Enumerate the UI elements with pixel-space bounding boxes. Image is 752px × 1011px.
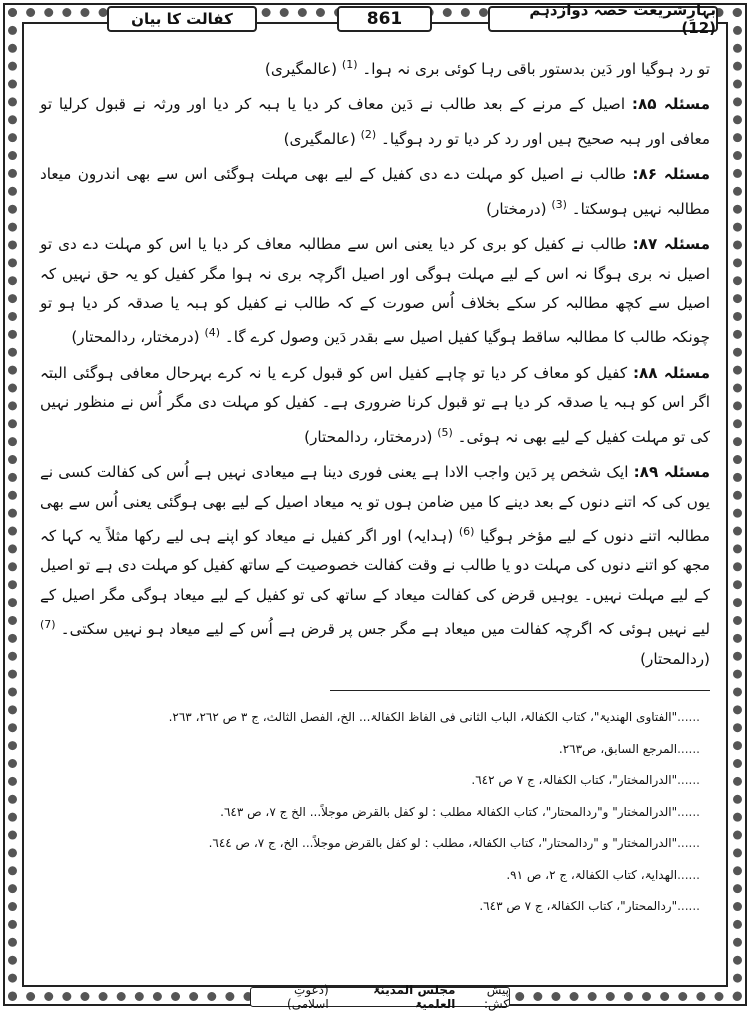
footnote-item: ......"ردالمحتار"، کتاب الکفالۃ، ج ٧ ص ٦٤٣.: [479, 899, 700, 913]
footnote-text: "الدرالمختار"، کتاب الکفالۃ، ج ٧ ص ٦٤٢.: [471, 773, 678, 787]
footnote-text: المرجع السابق، ص٢٦٣.: [558, 741, 678, 756]
masala-label: مسئلہ ۸۸:: [632, 363, 711, 382]
citation: (درمختار، ردالمحتار): [304, 427, 433, 446]
masala-label: مسئلہ ۸۶:: [632, 165, 711, 184]
footnote-item: ......المرجع السابق، ص٢٦٣.: [558, 741, 700, 756]
page-number: 861: [337, 6, 432, 32]
footnote-text: "الدرالمختار" و"ردالمحتار"، کتاب الکفالۃ مطلب : لو کفل بالقرض موجلاً... الخ ج ٧، ص ٦٤٣.: [220, 804, 678, 819]
footnote-text: الھدایۃ، کتاب الکفالۃ، ج ٢، ص ٩١.: [506, 867, 678, 882]
footnote-item: ......"الدرالمختار"، کتاب الکفالۃ، ج ٧ ص ٦٤٢.: [471, 773, 700, 787]
footnote-ref: (7): [40, 618, 56, 632]
footnote-text: "الفتاوی الھندیۃ"، کتاب الکفالۃ، الباب الثانی فی الفاظ الکفالۃ... الخ، الفصل الثالث، ج ٣ ص ٢٦٢، ٢٦٣.: [168, 710, 678, 724]
page-footer: [250, 983, 510, 1011]
page-header: [22, 1, 728, 37]
footnote-ref: (3): [551, 197, 567, 211]
paragraph-text-continued: (ہدایہ) اور اگر کفیل نے میعاد کو اپنے ہی لیے رکھا مثلاً یہ کہا کہ مجھ کو اتنے دنوں کی مہلت دو یا طالب نے وقت کفالت خصوصیت کے ساتھ کفیل کو مہلت دی ہے تو اصیل کے لیے مہلت نہیں۔ یوہیں قرض کی کفالت میعاد کے ساتھ کی تو کفیل کے لیے میعاد ہوگی مگر اصیل کے لیے نہیں ہوئی کہ اگرچہ کفالت میں میعاد ہے مگر جس پر قرض ہے اُس کے لیے میعاد ہو نہیں سکتی۔: [40, 527, 710, 639]
footnote-ref: (5): [437, 425, 453, 439]
footnote-item: ......"الدرالمختار" و "ردالمحتار"، کتاب الکفالۃ، مطلب : لو کفل بالقرض موجلاً... الخ، ج ٧، ص ٦٤٤.: [208, 836, 700, 850]
footnote-ref: (6): [458, 525, 475, 538]
citation: (درمختار، ردالمحتار): [71, 328, 200, 347]
masala-label: مسئلہ ۸۵:: [631, 95, 710, 114]
footnote-item: ......"الفتاوی الھندیۃ"، کتاب الکفالۃ، الباب الثانی فی الفاظ الکفالۃ... الخ، الفصل الثالث، ج ٣ ص ٢٦٢، ٢٦٣.: [168, 710, 700, 724]
masala-label: مسئلہ ۸۷:: [632, 235, 711, 254]
publisher-name: مجلس المدینۃ العلمیۃ: [373, 983, 456, 1011]
citation: (عالمگیری): [283, 129, 356, 148]
paragraph-text: ایک شخص پر دَین واجب الادا ہے یعنی فوری دینا ہے میعادی نہیں ہے اُس کی کفالت کسی نے یوں کی کہ اتنے دنوں کے بعد دینے کا میں ضامن ہوں تو یہ میعاد اصیل کے لیے بھی ہوگئی یعنی اُس سے بھی مطالبہ اتنے دنوں کے لیے مؤخر ہوگیا: [40, 463, 711, 546]
paragraph: [40, 458, 710, 674]
footnotes: [40, 702, 700, 923]
main-text: [40, 50, 710, 674]
footnote-text: "ردالمحتار"، کتاب الکفالۃ، ج ٧ ص ٦٤٣.: [479, 899, 678, 913]
footnote-ref: (1): [341, 58, 358, 71]
footnote-ref: (2): [360, 127, 377, 141]
citation: (عالمگیری): [264, 60, 338, 79]
footer-prefix: پیش کش:: [483, 983, 509, 1011]
paragraph-text: اصیل کے مرنے کے بعد طالب نے دَین معاف کر دیا یا ہبہ کر دیا اور ورثہ نے قبول کرلیا تو معافی اور ہبہ صحیح ہیں اور رد کر دیا تو رد ہوگیا۔: [40, 95, 710, 148]
footnote-text: "الدرالمختار" و "ردالمحتار"، کتاب الکفالۃ، مطلب : لو کفل بالقرض موجلاً... الخ، ج ٧، ص ٦٤٤.: [208, 836, 678, 850]
paragraph: [40, 230, 710, 353]
citation: (ردالمحتار): [640, 649, 710, 668]
paragraph-text: طالب نے کفیل کو بری کر دیا یعنی اس سے مطالبہ معاف کر دیا یا اس کو مہلت دے دی تو اصیل نہ بری ہوگا نہ اس کے لیے مہلت ہوگی اور اصیل اگرچہ بری نہ ہوا مگر کفیل کو یہ حق نہیں کہ اصیل سے کچھ مطالبہ کر سکے بخلاف اُس صورت کے کہ طالب نے کفیل کو ہبہ یا صدقہ کر دیا ہو تو چونکہ طالب کا مطالبہ ساقط ہوگیا کفیل اصیل سے بقدر دَین وصول کرے گا۔: [40, 235, 710, 347]
paragraph: [40, 359, 710, 452]
footnote-item: ......"الدرالمختار" و"ردالمحتار"، کتاب الکفالۃ مطلب : لو کفل بالقرض موجلاً... الخ ج ٧، ص ٦٤٣.: [220, 804, 700, 819]
footer-suffix: (دعوتِ اسلامی): [287, 983, 329, 1011]
paragraph: [40, 90, 710, 154]
footnote-divider: [330, 690, 710, 691]
footnote-ref: (4): [204, 326, 221, 340]
paragraph-text: کفیل کو معاف کر دیا تو چاہے کفیل اس کو قبول کرے یا نہ کرے بہرحال معافی ہوگئی البتہ اگر اس کو ہبہ یا صدقہ کر دیا ہے تو قبول کرنا ضروری ہے۔ کفیل کو مہلت دی مگر اُس نے منظور نہیں کی تو مہلت کفیل کے لیے بھی نہ ہوئی۔: [40, 363, 710, 446]
footnote-item: ......الھدایۃ، کتاب الکفالۃ، ج ٢، ص ٩١.: [506, 867, 700, 882]
book-title: بہارِشریعت حصہ دوازدہم (12): [488, 6, 718, 32]
citation: (درمختار): [486, 199, 547, 218]
chapter-title: کفالت کا بیان: [107, 6, 257, 32]
paragraph: [40, 160, 710, 224]
masala-label: مسئلہ ۸۹:: [633, 463, 710, 482]
paragraph-text: طالب نے اصیل کو مہلت دے دی کفیل کے لیے بھی مہلت ہوگئی اس سے بھی اندرون میعاد مطالبہ نہیں ہوسکتا۔: [40, 165, 710, 218]
paragraph-text: تو رد ہوگیا اور دَین بدستور باقی رہا کوئی بری نہ ہوا۔: [362, 60, 710, 79]
paragraph: [40, 50, 710, 84]
